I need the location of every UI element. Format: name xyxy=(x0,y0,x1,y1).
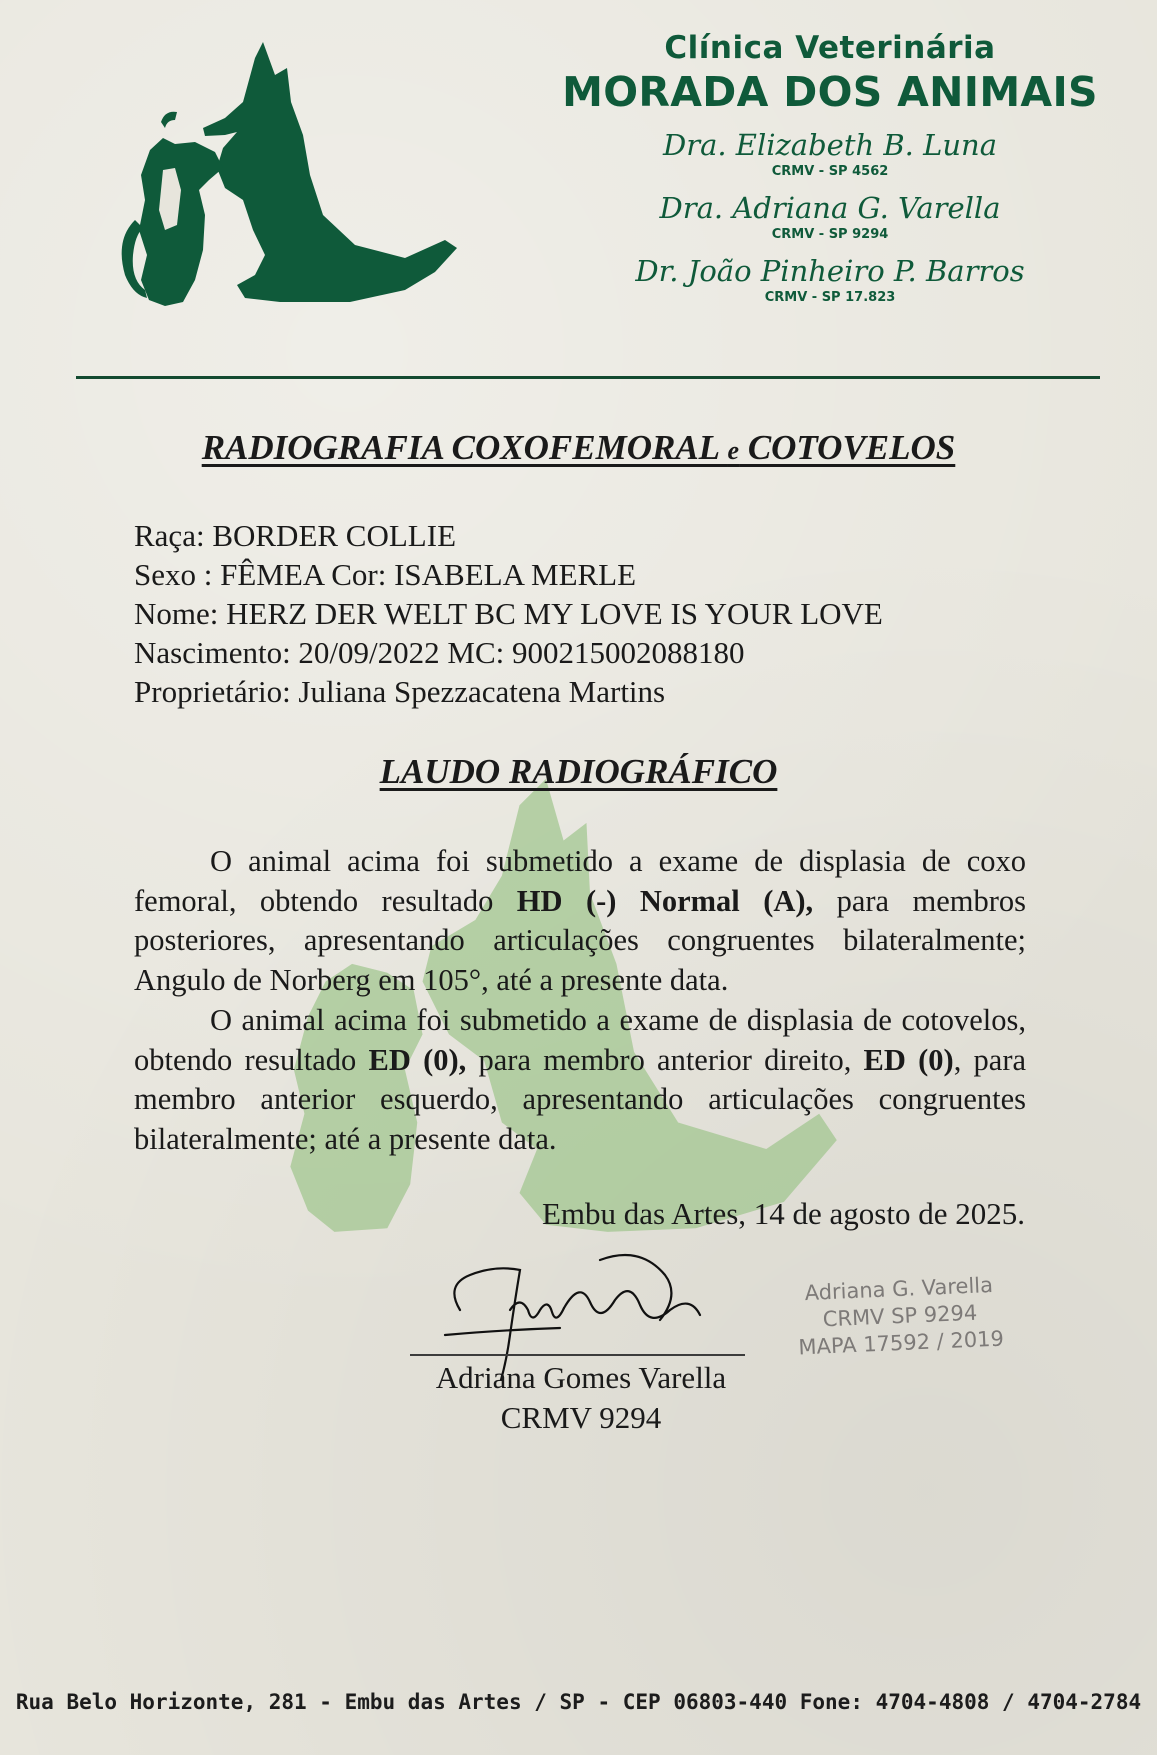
doctor-crmv: CRMV - SP 9294 xyxy=(771,227,889,242)
hip-dysplasia-paragraph xyxy=(134,842,1026,1000)
elbow-right-result: ED (0), xyxy=(368,1042,467,1077)
doctor-crmv: CRMV - SP 17.823 xyxy=(764,290,896,305)
text-run: O animal acima foi submetido a exame de displasia de cotovelos, obtendo resultado xyxy=(134,1003,1026,1077)
signature-line xyxy=(410,1354,745,1356)
report-subtitle: LAUDO RADIOGRÁFICO xyxy=(379,752,778,791)
signatory-block xyxy=(396,1358,766,1438)
stamp-line: MAPA 17592 / 2019 xyxy=(797,1326,1005,1360)
report-body xyxy=(134,842,1026,1160)
doctor-name: Dra. Adriana G. Varella xyxy=(659,191,1001,225)
hip-result: HD (-) Normal (A), xyxy=(516,883,814,918)
clinic-name: MORADA DOS ANIMAIS xyxy=(562,68,1098,116)
text-run: O animal acima foi submetido a exame de displasia de coxo femoral, obtendo resultado xyxy=(134,844,1026,918)
animal-info xyxy=(134,516,883,711)
text-run: para membro anterior direito, xyxy=(466,1042,864,1077)
header-divider xyxy=(76,376,1100,379)
stamp-line: Adriana G. Varella xyxy=(804,1272,994,1306)
signatory-name: Adriana Gomes Varella xyxy=(435,1360,727,1395)
professional-stamp xyxy=(778,1271,1021,1362)
document-title xyxy=(0,428,1157,468)
dog-and-cat-logo-icon xyxy=(105,40,485,335)
animal-name-line: Nome: HERZ DER WELT BC MY LOVE IS YOUR LOVE xyxy=(134,596,883,631)
title-part: e xyxy=(727,436,740,465)
footer-address: Rua Belo Horizonte, 281 - Embu das Artes / SP - CEP 06803-440 Fone: 4704-4808 / 4704-2784 xyxy=(15,1690,1142,1714)
date-line: Embu das Artes, 14 de agosto de 2025. xyxy=(541,1196,1025,1231)
doctor-crmv: CRMV - SP 4562 xyxy=(771,164,889,179)
birth-microchip-line: Nascimento: 20/09/2022 MC: 900215002088180 xyxy=(134,635,745,670)
owner-line: Proprietário: Juliana Spezzacatena Martins xyxy=(134,674,666,709)
title-part: COTOVELOS xyxy=(739,428,956,467)
doctor-name: Dra. Elizabeth B. Luna xyxy=(662,128,998,162)
sex-color-line: Sexo : FÊMEA Cor: ISABELA MERLE xyxy=(134,557,637,592)
clinic-header xyxy=(560,30,1100,305)
doctor-name: Dr. João Pinheiro P. Barros xyxy=(635,254,1025,288)
breed-line: Raça: BORDER COLLIE xyxy=(134,518,457,553)
elbow-left-result: ED (0) xyxy=(863,1042,954,1077)
clinic-subtitle: Clínica Veterinária xyxy=(664,30,996,66)
text-run: , para membro anterior esquerdo, apresentando articulações congruentes bilateralmente; até a presente data. xyxy=(134,1042,1027,1156)
title-part: RADIOGRAFIA COXOFEMORAL xyxy=(201,428,728,467)
text-run: para membros posteriores, apresentando articulações congruentes bilateralmente; Angulo de Norberg em 105°, até a presente data. xyxy=(134,883,1026,997)
stamp-line: CRMV SP 9294 xyxy=(822,1300,978,1332)
elbow-dysplasia-paragraph xyxy=(134,1001,1026,1159)
signatory-crmv: CRMV 9294 xyxy=(500,1400,662,1435)
